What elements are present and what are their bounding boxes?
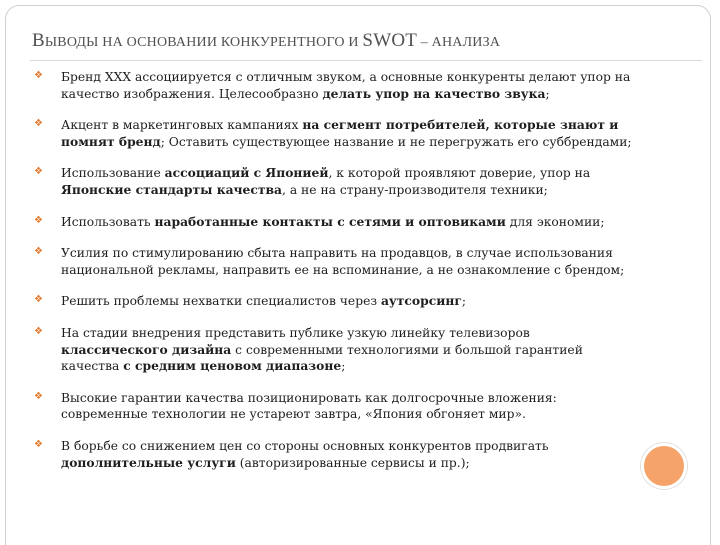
item-text: с современными технологиями и большой гарантией качества	[61, 342, 583, 374]
diamond-bullet-icon: ❖	[34, 214, 43, 226]
title-swot: SWOT	[362, 30, 418, 51]
list-item	[34, 390, 634, 423]
item-text: Акцент в маркетинговых кампаниях	[61, 118, 303, 133]
item-text: ;	[461, 294, 467, 309]
item-emphasis: наработанные контакты с сетями и оптовиками	[154, 213, 506, 229]
item-text: для экономии;	[505, 214, 605, 229]
slide-title	[32, 30, 500, 52]
item-emphasis: Японские стандарты качества	[61, 181, 282, 197]
item-text: (авторизированные сервисы и пр.);	[235, 455, 470, 470]
item-emphasis: ассоциаций с Японией	[164, 165, 329, 181]
list-item	[34, 214, 634, 231]
item-text: Использовать	[61, 214, 155, 229]
item-text: Решить проблемы нехватки специалистов через	[61, 294, 381, 309]
title-divider	[30, 60, 702, 61]
diamond-bullet-icon: ❖	[34, 118, 43, 130]
diamond-bullet-icon: ❖	[34, 166, 43, 178]
item-text: Бренд ХХХ ассоциируется с отличным звуком, а основные конкуренты делают упор на качество изображения. Целесообразно	[61, 70, 631, 101]
item-emphasis: дополнительные услуги	[61, 454, 236, 470]
item-emphasis: делать упор на качество звука	[322, 85, 546, 101]
diamond-bullet-icon: ❖	[34, 325, 43, 337]
title-initial: В	[32, 30, 45, 51]
list-item	[34, 165, 634, 198]
item-text: На стадии внедрения представить публике узкую линейку телевизоров	[61, 325, 530, 340]
diamond-bullet-icon: ❖	[34, 246, 43, 258]
item-emphasis: классического дизайна	[61, 341, 232, 357]
item-emphasis: на сегмент потребителей, которые знают и помнят бренд	[61, 117, 619, 149]
item-text: , к которой проявляют доверие, упор на	[328, 166, 591, 181]
item-text: Использование	[61, 166, 165, 181]
item-text: Высокие гарантии качества позиционировать как долгосрочные вложения: современные технологии не устареют завтра, «Япония обгоняет мир».	[61, 390, 557, 422]
title-smallcaps-2: – АНАЛИЗА	[417, 35, 501, 50]
item-text: ; Оставить существующее название и не перегружать его суббрендами;	[160, 134, 632, 149]
item-text: , а не на страну-производителя техники;	[282, 182, 548, 197]
diamond-bullet-icon: ❖	[34, 390, 43, 402]
list-item	[34, 245, 634, 278]
diamond-bullet-icon: ❖	[34, 438, 43, 450]
list-item	[34, 293, 634, 310]
decorative-circle	[641, 443, 687, 489]
item-text: ;	[341, 359, 346, 374]
item-text: Усилия по стимулированию сбыта направить на продавцов, в случае использования национальной рекламы, направить ее на вспоминание, а не ознакомление с брендом;	[61, 246, 625, 277]
list-item	[34, 69, 634, 102]
title-smallcaps-1: ЫВОДЫ НА ОСНОВАНИИ КОНКУРЕНТНОГО И	[44, 35, 363, 50]
item-emphasis: с средним ценовом диапазоне	[123, 358, 342, 374]
list-item	[34, 117, 634, 150]
diamond-bullet-icon: ❖	[34, 70, 43, 81]
diamond-bullet-icon: ❖	[34, 294, 43, 306]
conclusions-list	[34, 66, 634, 471]
item-emphasis: аутсорсинг	[380, 293, 462, 309]
item-text: В борьбе со снижением цен со стороны основных конкурентов продвигать	[61, 438, 549, 453]
item-text: ;	[545, 86, 550, 101]
list-item	[34, 325, 634, 375]
list-item	[34, 438, 634, 471]
